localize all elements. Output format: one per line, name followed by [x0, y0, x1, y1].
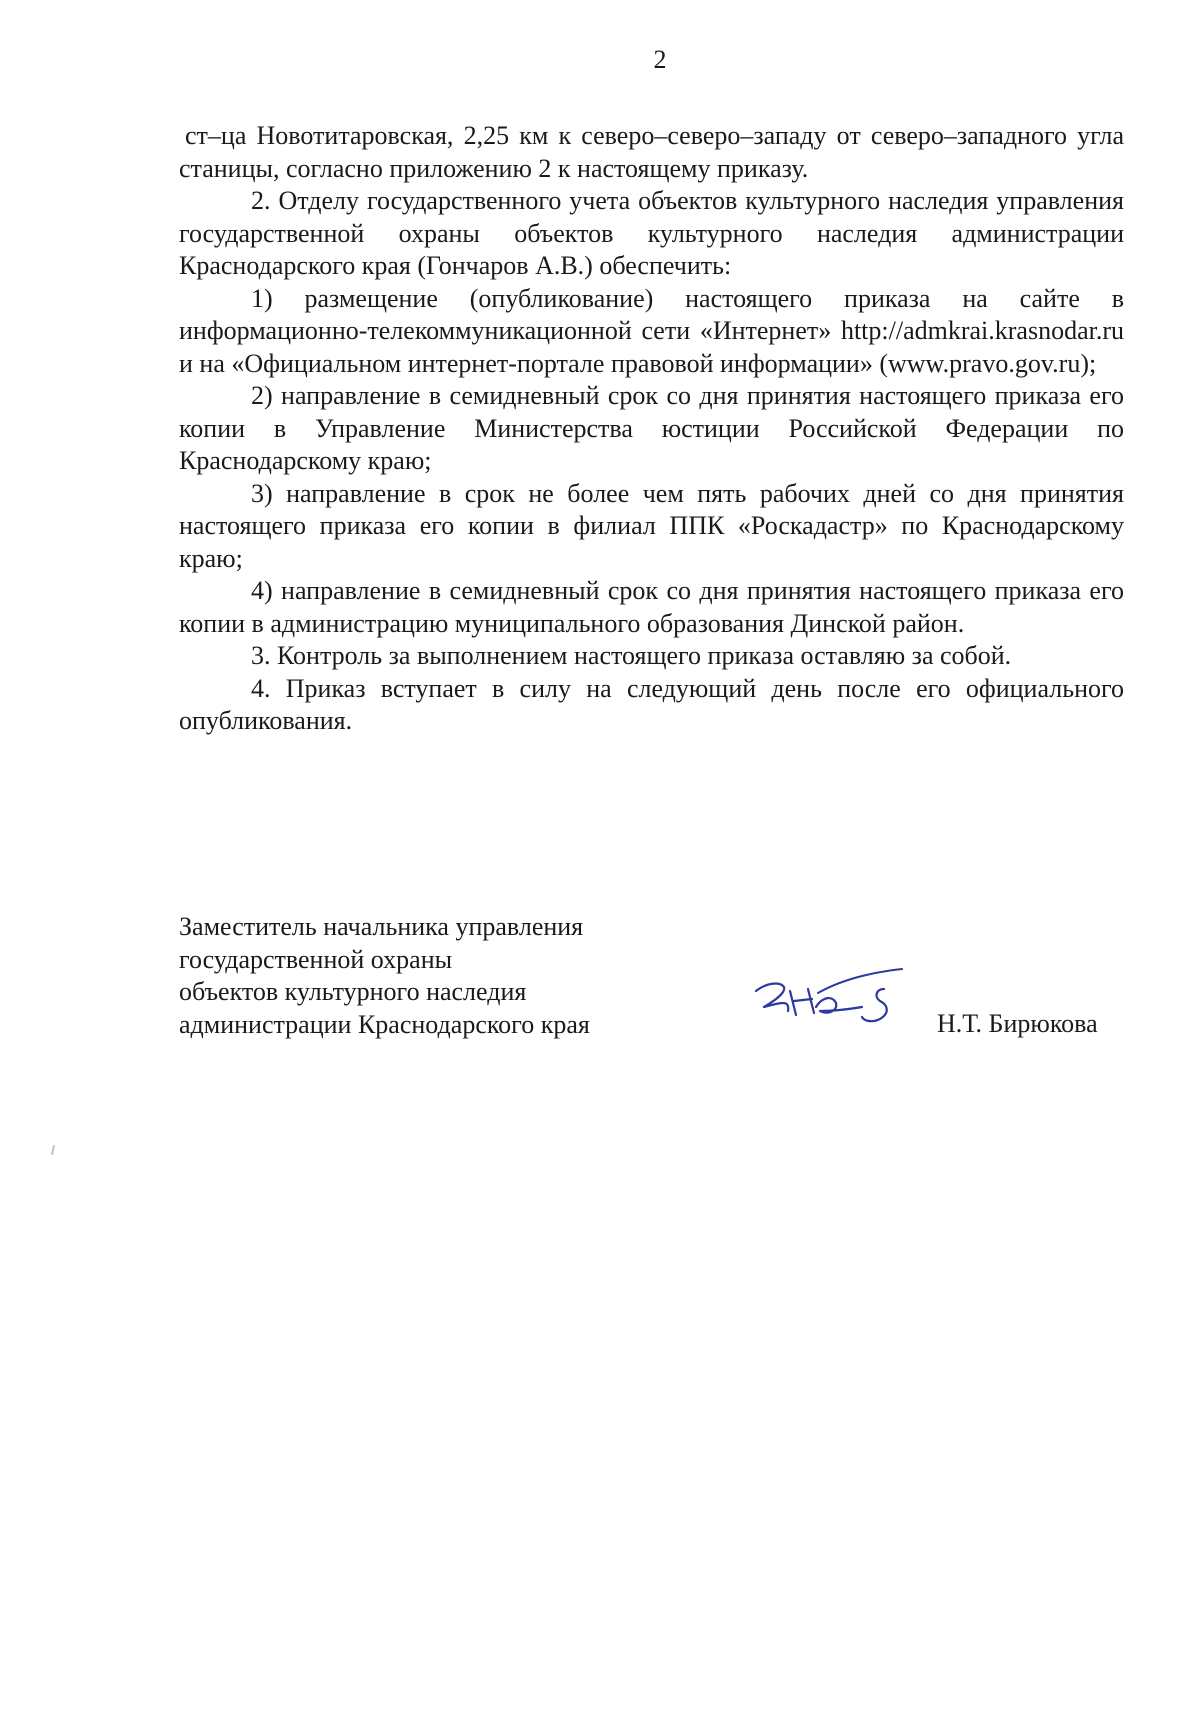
subparagraph-2: 2) направление в семидневный срок со дня принятия настоящего приказа его копии в Управление Министерства юстиции Российской Федерации по Краснодарскому краю;	[179, 381, 1124, 475]
signer-title-line: Заместитель начальника управления	[179, 912, 584, 941]
document-body	[179, 120, 1124, 738]
signer-title	[179, 911, 699, 1041]
signature-block	[179, 911, 1124, 1051]
signer-name: Н.Т. Бирюкова	[937, 1009, 1098, 1038]
scan-artifact	[51, 1145, 55, 1155]
signer-title-line: государственной охраны	[179, 944, 453, 974]
signer-title-line: администрации Краснодарского края	[179, 1009, 590, 1039]
handwritten-signature	[750, 963, 910, 1033]
signer-title-line: объектов культурного наследия	[179, 977, 527, 1006]
subparagraph-3: 3) направление в срок не более чем пять рабочих дней со дня принятия настоящего приказа его копии в филиал ППК «Роскадастр» по Краснодарскому краю;	[179, 478, 1124, 573]
subparagraph-1: 1) размещение (опубликование) настоящего приказа на сайте в информационно-телекоммуникационной сети «Интернет» http://admkrai.krasnodar.ru и на «Официальном интернет-портале правовой информации» (www.pravo.gov.ru);	[179, 283, 1124, 378]
paragraph-item-4: 4. Приказ вступает в силу на следующий день после его официального опубликования.	[179, 673, 1124, 735]
paragraph-item-3: 3. Контроль за выполнением настоящего приказа оставляю за собой.	[251, 641, 1012, 670]
paragraph-continuation: ст–ца Новотитаровская, 2,25 км к северо–северо–западу от северо–западного угла станицы, согласно приложению 2 к настоящему приказу.	[179, 121, 1124, 183]
paragraph-item-2: 2. Отделу государственного учета объектов культурного наследия управления государственной охраны объектов культурного наследия администрации Краснодарского края (Гончаров А.В.) обеспечить:	[179, 186, 1124, 280]
subparagraph-4: 4) направление в семидневный срок со дня принятия настоящего приказа его копии в администрацию муниципального образования Динской район.	[179, 576, 1124, 638]
page-number: 2	[653, 45, 667, 74]
